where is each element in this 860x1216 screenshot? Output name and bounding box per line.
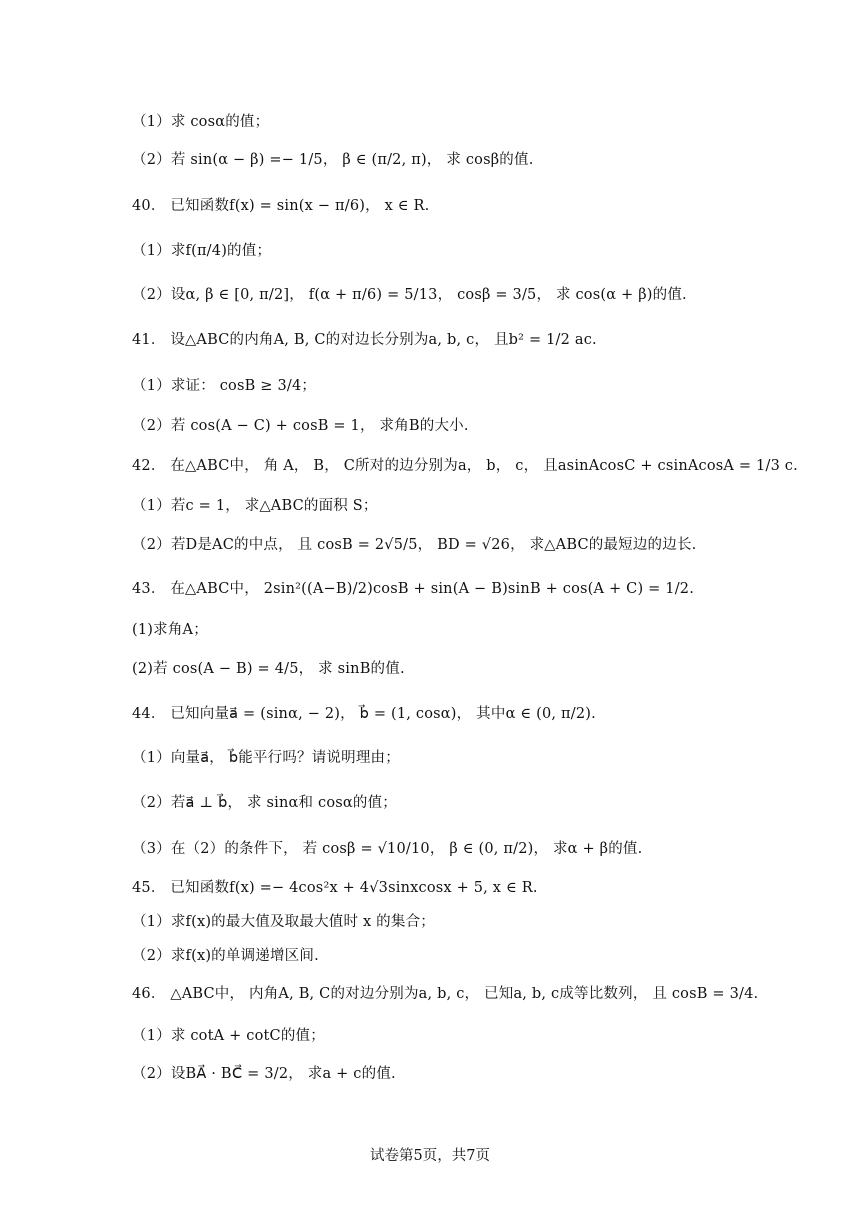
text-line: （2）若 cos(A − C) + cosB = 1， 求角B的大小. (132, 418, 469, 434)
text-line: （2）若 sin(α − β) =− 1/5， β ∈ (π/2, π)， 求 cosβ的值. (132, 152, 534, 168)
text-line: （3）在（2）的条件下， 若 cosβ = √10/10， β ∈ (0, π/2)， 求α + β的值. (132, 841, 643, 857)
text-line: （1）求f(x)的最大值及取最大值时 x 的集合； (132, 914, 435, 930)
text-line: （2）设BA⃗ · BC⃗ = 3/2， 求a + c的值. (132, 1066, 396, 1082)
text-line: （1）求 cotA + cotC的值； (132, 1028, 325, 1044)
text-line: （2）若a⃗ ⊥ b⃗， 求 sinα和 cosα的值； (132, 795, 397, 811)
question-line: 42． 在△ABC中， 角 A， B， C所对的边分别为a， b， c， 且asinAcosC + csinAcosA = 1/3 c. (132, 458, 798, 474)
text-line: (1)求角A； (132, 622, 208, 638)
text-line: （1）若c = 1， 求△ABC的面积 S； (132, 498, 378, 514)
question-line: 46． △ABC中， 内角A, B, C的对边分别为a, b, c， 已知a, b, c成等比数列， 且 cosB = 3/4. (132, 986, 759, 1002)
text-line: (2)若 cos(A − B) = 4/5， 求 sinB的值. (132, 661, 405, 677)
text-line: （1）求 cosα的值； (132, 114, 270, 130)
question-line: 41． 设△ABC的内角A, B, C的对边长分别为a, b, c， 且b² = 1/2 ac. (132, 332, 597, 348)
text-line: （2）若D是AC的中点， 且 cosB = 2√5/5， BD = √26， 求△ABC的最短边的边长. (132, 537, 697, 553)
question-line: 44． 已知向量a⃗ = (sinα, − 2)， b⃗ = (1, cosα)， 其中α ∈ (0, π/2). (132, 706, 596, 722)
question-line: 45． 已知函数f(x) =− 4cos²x + 4√3sinxcosx + 5, x ∈ R. (132, 880, 538, 896)
text-line: （2）求f(x)的单调递增区间. (132, 948, 319, 964)
text-line: （2）设α, β ∈ [0, π/2]， f(α + π/6) = 5/13， cosβ = 3/5， 求 cos(α + β)的值. (132, 287, 687, 303)
text-line: （1）求证： cosB ≥ 3/4； (132, 378, 317, 394)
text-line: （1）求f(π/4)的值； (132, 243, 272, 259)
text-line: （1）向量a⃗， b⃗能平行吗？请说明理由； (132, 750, 400, 766)
question-line: 43． 在△ABC中， 2sin²((A−B)/2)cosB + sin(A − B)sinB + cos(A + C) = 1/2. (132, 581, 695, 597)
page-footer: 试卷第5页，共7页 (370, 1148, 490, 1164)
question-line: 40． 已知函数f(x) = sin(x − π/6)， x ∈ R. (132, 198, 430, 214)
